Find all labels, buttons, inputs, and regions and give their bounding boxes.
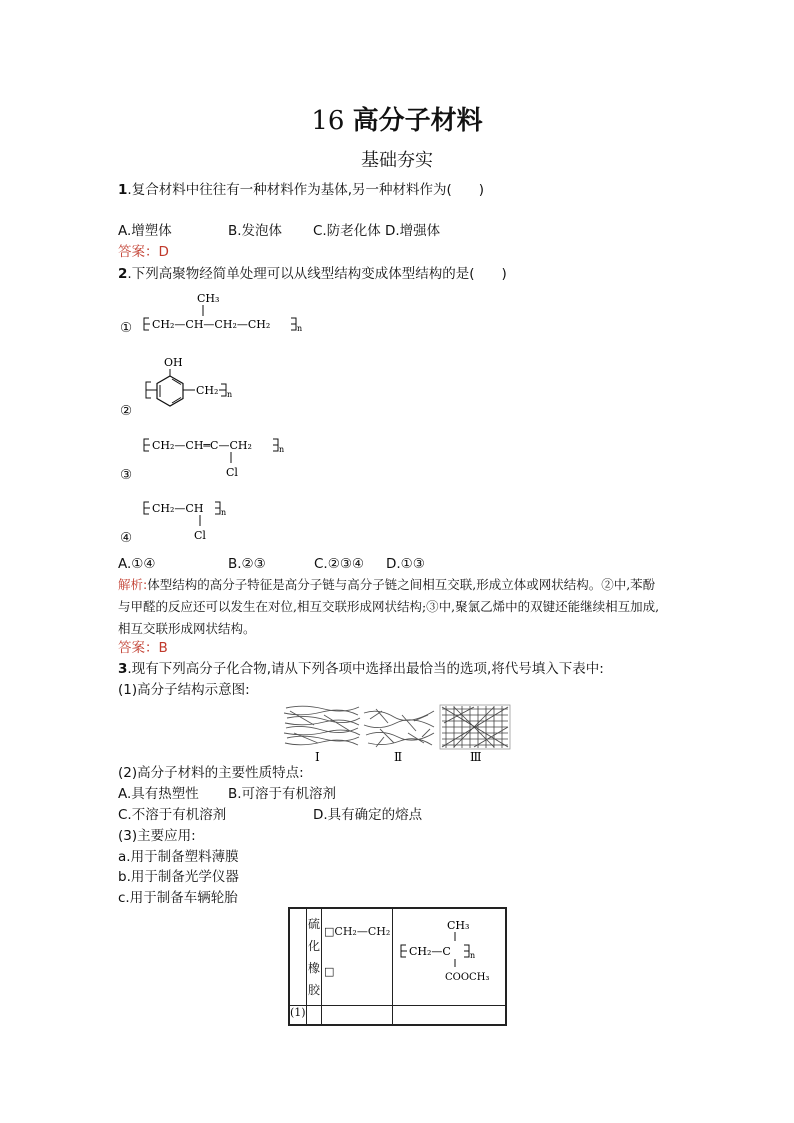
checkbox-icon: □ <box>324 925 335 938</box>
table-row-label: (1) <box>289 1006 307 1026</box>
q1-stem <box>118 181 484 199</box>
q3-part3-option-a: a.用于制备塑料薄膜 <box>118 849 239 865</box>
q2-item4-n: n <box>221 508 227 517</box>
q3-number: 3 <box>118 661 128 677</box>
title-text: 高分子材料 <box>352 106 483 136</box>
structure-linear <box>284 706 360 745</box>
q2-structure-3 <box>140 434 320 480</box>
q1-option-b: B.发泡体 <box>228 223 283 239</box>
q3-part2-option-a: A.具有热塑性 <box>118 786 199 802</box>
answer-table <box>288 907 507 1026</box>
title-number: 16 <box>311 106 345 136</box>
polymer-structure-figure <box>284 703 514 763</box>
q3-part3-option-c: c.用于制备车辆轮胎 <box>118 890 238 906</box>
checkbox-icon: □ <box>324 965 335 978</box>
q1-answer-label: 答案： <box>118 244 159 260</box>
q1-number: 1 <box>118 182 128 198</box>
q2-item1-mark: ① <box>120 320 133 336</box>
q2-analysis <box>118 574 663 640</box>
figure-label-2: Ⅱ <box>394 750 403 763</box>
table-cell-blank <box>289 908 307 1006</box>
table-formula-1: CH₂—CH₂ <box>334 925 391 938</box>
q2-answer-value: B <box>158 640 168 656</box>
q2-answer <box>118 639 168 657</box>
page-title <box>0 100 794 137</box>
q1-option-a: A.增塑体 <box>118 223 172 239</box>
table-formula-2-n: n <box>470 951 476 960</box>
q3-part3-option-b: b.用于制备光学仪器 <box>118 869 239 885</box>
q2-item3-formula: CH₂—CH═C—CH₂ <box>152 439 252 452</box>
q1-answer-value: D <box>158 244 169 260</box>
table-cell-empty <box>393 1006 507 1026</box>
q3-part2-option-b: B.可溶于有机溶剂 <box>228 786 337 802</box>
q2-option-a: A.①④ <box>118 556 156 572</box>
q2-item1-formula: CH₂—CH—CH₂—CH₂ <box>152 318 271 331</box>
structure-branched <box>364 709 434 747</box>
q3-part2: (2)高分子材料的主要性质特点: <box>118 765 304 781</box>
q2-item1-branch: CH₃ <box>197 292 220 305</box>
section-subtitle: 基础夯实 <box>361 150 433 171</box>
q3-part2-row2 <box>118 806 422 824</box>
figure-label-1: Ⅰ <box>315 750 320 763</box>
q2-item3-n: n <box>279 445 285 454</box>
table-header-cell: 硫化橡胶 <box>307 908 322 1006</box>
q2-item4-formula: CH₂—CH <box>152 502 204 515</box>
table-formula-2 <box>393 909 505 993</box>
table-row <box>289 908 506 1006</box>
q1-stem-text: .复合材料中往往有一种材料作为基体,另一种材料作为( ) <box>127 182 485 198</box>
q2-item4-mark: ④ <box>120 530 133 546</box>
q2-item3-mark: ③ <box>120 467 133 483</box>
q1-answer <box>118 243 169 261</box>
q2-options <box>118 555 425 573</box>
q1-options <box>118 222 440 240</box>
q2-number: 2 <box>118 266 128 282</box>
figure-label-3: Ⅲ <box>470 750 482 763</box>
q2-option-d: D.①③ <box>386 556 425 572</box>
structure-network <box>440 705 510 749</box>
q2-item2-n: n <box>227 390 233 399</box>
q2-stem-text: .下列高聚物经简单处理可以从线型结构变成体型结构的是( ) <box>127 266 507 282</box>
q3-part2-option-d: D.具有确定的熔点 <box>313 807 423 823</box>
q3-part2-option-c: C.不溶于有机溶剂 <box>118 807 227 823</box>
q2-analysis-label: 解析: <box>118 577 148 592</box>
q2-stem <box>118 265 507 283</box>
q3-stem-text: .现有下列高分子化合物,请从下列各项中选择出最恰当的选项,将代号填入下表中: <box>127 661 604 677</box>
q2-item1-n: n <box>297 324 303 333</box>
q1-option-c: C.防老化体 <box>313 223 381 239</box>
q3-part2-row1 <box>118 785 336 803</box>
table-cell-empty <box>322 1006 393 1026</box>
table-cell-empty <box>307 1006 322 1026</box>
q2-analysis-text: 体型结构的高分子特征是高分子链与高分子链之间相互交联,形成立体或网状结构。②中,苯酚与甲醛的反应还可以发生在对位,相互交联形成网状结构;③中,聚氯乙烯中的双键还能继续相互加成,相互交联形成网状结构。 <box>118 577 660 636</box>
q2-item2-oh: OH <box>164 356 183 369</box>
q3-part3: (3)主要应用: <box>118 828 196 844</box>
q2-option-c: C.②③④ <box>314 556 365 572</box>
q2-item3-branch: Cl <box>226 466 238 479</box>
table-formula-2-sub: COOCH₃ <box>445 972 490 983</box>
q2-structure-1 <box>140 288 320 338</box>
table-row <box>289 1006 506 1026</box>
table-formula-2-main: CH₂—C <box>409 945 451 958</box>
q2-item2-ch2: CH₂ <box>196 384 219 397</box>
q2-structure-4 <box>140 497 260 543</box>
q2-structure-2 <box>140 352 250 414</box>
table-formula-2-branch: CH₃ <box>447 919 470 932</box>
q2-option-b: B.②③ <box>228 556 266 572</box>
table-cell-formula-2 <box>393 908 507 1006</box>
q1-option-d: D.增强体 <box>385 223 441 239</box>
q2-item4-branch: Cl <box>194 529 206 542</box>
q2-item2-mark: ② <box>120 403 133 419</box>
table-cell-formula-1 <box>322 908 393 1006</box>
q3-stem <box>118 660 604 678</box>
q2-answer-label: 答案： <box>118 640 159 656</box>
q3-part1: (1)高分子结构示意图: <box>118 682 250 698</box>
